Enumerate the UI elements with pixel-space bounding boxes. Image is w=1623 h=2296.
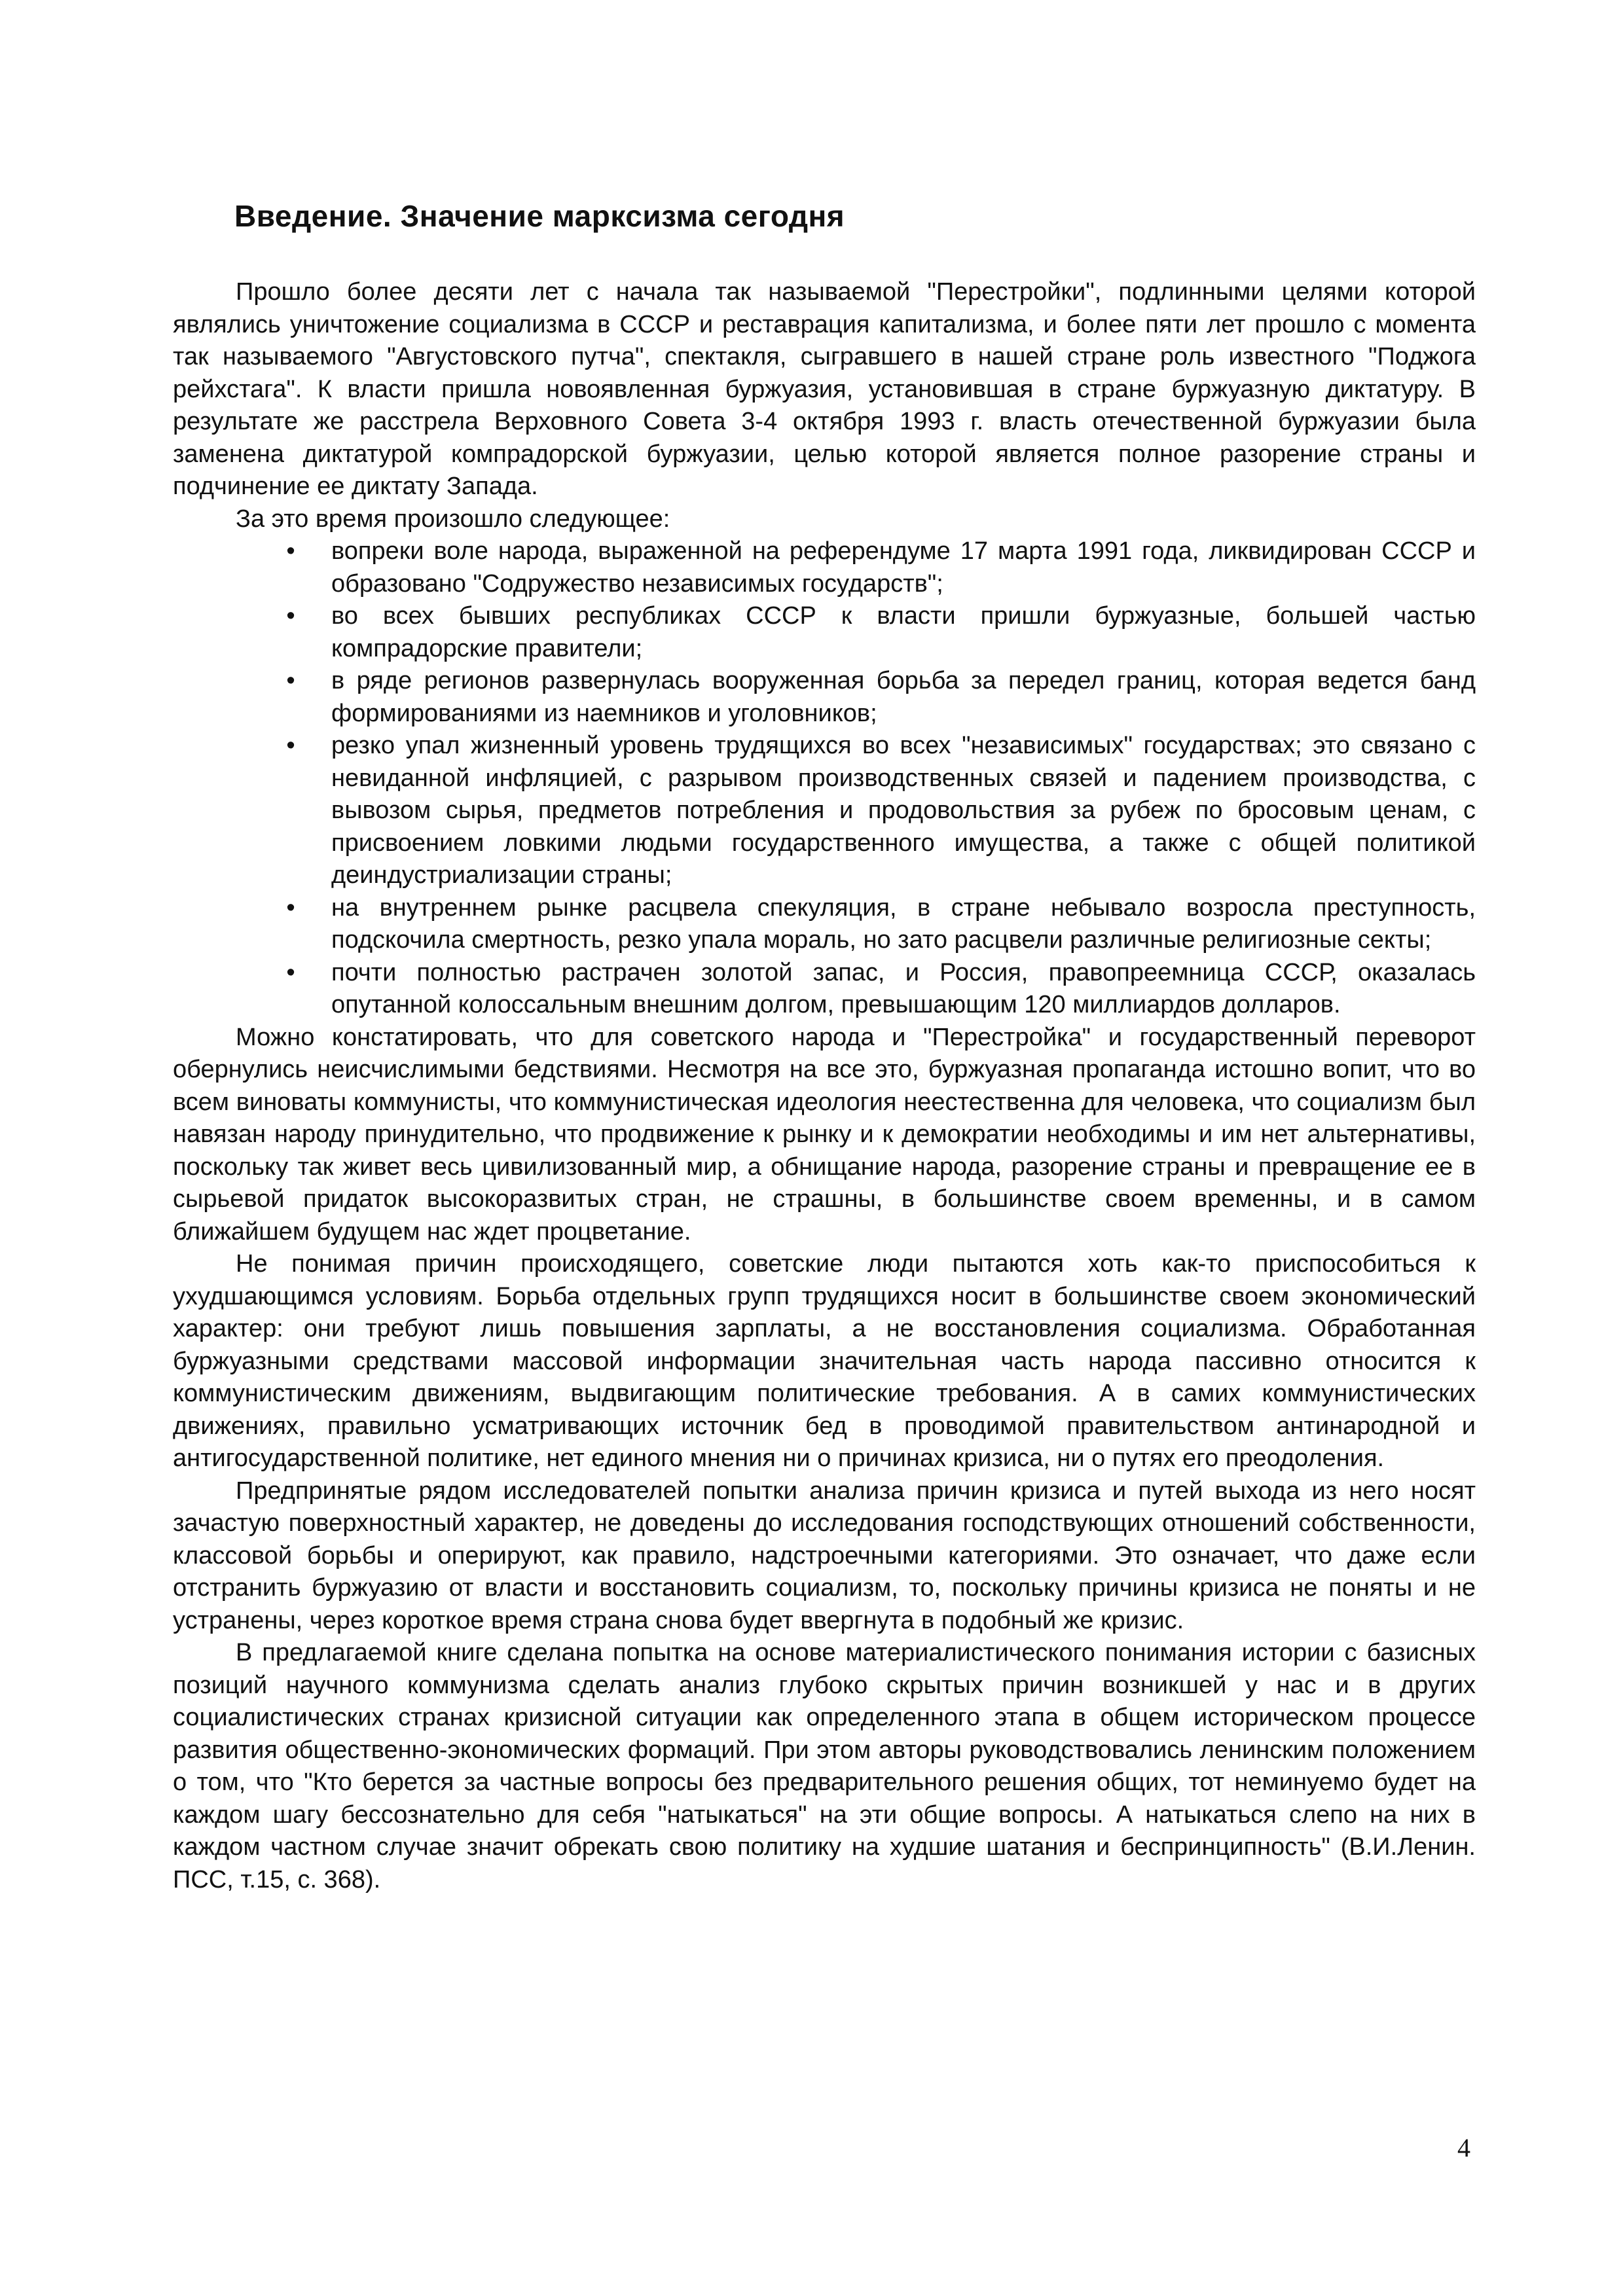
bullet-icon: •	[286, 537, 295, 565]
list-item-text: резко упал жизненный уровень трудящихся во всех "независимых" государствах; это связано с невиданной инфляцией, с разрывом производственных связей и падением производства, с вывозом сырья, предметов потребления и продовольствия за рубеж по бросовым ценам, с присвоением ловкими людьми государственного имущества, а также с общей политикой деиндустриализации страны;	[331, 732, 1476, 889]
list-item	[173, 892, 1476, 957]
bullet-icon: •	[286, 958, 295, 986]
body-paragraph: В предлагаемой книге сделана попытка на основе материалистического понимания истории с базисных позиций научного коммунизма сделать анализ глубоко скрытых причин возникшей у нас и в других социалистических странах кризисной ситуации как определенного этапа в общем историческом процессе развития общественно-экономических формаций. При этом авторы руководствовались ленинским положением о том, что "Кто берется за частные вопросы без предварительного решения общих, тот неминуемо будет на каждом шагу бессознательно для себя "натыкаться" на эти общие вопросы. А натыкаться слепо на них в каждом частном случае значит обрекать свою политику на худшие шатания и беспринципность" (В.И.Ленин. ПСС, т.15, с. 368).	[173, 1639, 1476, 1893]
bullet-icon: •	[286, 732, 295, 759]
list-item	[173, 730, 1476, 892]
list-item	[173, 535, 1476, 600]
list-item-text: вопреки воле народа, выраженной на референдуме 17 марта 1991 года, ликвидирован СССР и образовано "Содружество независимых государств";	[331, 537, 1476, 598]
page-number: 4	[1457, 2133, 1470, 2162]
chapter-heading: Введение. Значение марксизма сегодня	[234, 199, 845, 233]
bullet-icon: •	[286, 893, 295, 922]
list-item-text: в ряде регионов развернулась вооруженная борьба за передел границ, которая ведется банд формированиями из наемников и уголовников;	[331, 667, 1476, 727]
body-paragraph: Можно констатировать, что для советского народа и "Перестройка" и государственный переворот обернулись неисчислимыми бедствиями. Несмотря на все это, буржуазная пропаганда истошно вопит, что во всем виноваты коммунисты, что коммунистическая идеология неестественна для человека, что социализм был навязан народу принудительно, что продвижение к рынку и к демократии необходимы и им нет альтернативы, поскольку так живет весь цивилизованный мир, а обнищание народа, разорение страны и превращение ее в сырьевой придаток высокоразвитых стран, не страшны, в большинстве своем временны, и в самом ближайшем будущем нас ждет процветание.	[173, 1023, 1476, 1246]
list-item	[173, 957, 1476, 1022]
opening-paragraph: Прошло более десяти лет с начала так называемой "Перестройки", подлинными целями которой являлись уничтожение социализма в СССР и реставрация капитализма, и более пяти лет прошло с момента так называемого "Августовского путча", спектакля, сыгравшего в нашей стране роль известного "Поджога рейхстага". К власти пришла новоявленная буржуазия, установившая в стране буржуазную диктатуру. В результате же расстрела Верховного Совета 3-4 октября 1993 г. власть отечественной буржуазии была заменена диктатурой компрадорской буржуазии, целью которой является полное разорение страны и подчинение ее диктату Запада.	[173, 278, 1476, 500]
consequences-list	[173, 535, 1476, 1022]
list-intro: За это время произошло следующее:	[236, 505, 670, 533]
body-paragraph: Не понимая причин происходящего, советские люди пытаются хоть как-то приспособиться к ухудшающимся условиям. Борьба отдельных групп трудящихся носит в большинстве своем экономический характер: они требуют лишь повышения зарплаты, а не восстановления социализма. Обработанная буржуазными средствами массовой информации значительная часть народа пассивно относится к коммунистическим движениям, выдвигающим политические требования. А в самих коммунистических движениях, правильно усматривающих источник бед в проводимой правительством антинародной и антигосударственной политике, нет единого мнения ни о причинах кризиса, ни о путях его преодоления.	[173, 1250, 1476, 1472]
list-item-text: почти полностью растрачен золотой запас, и Россия, правопреемница СССР, оказалась опутанной колоссальным внешним долгом, превышающим 120 миллиардов долларов.	[331, 958, 1476, 1018]
bullet-icon: •	[286, 602, 295, 630]
list-item	[173, 665, 1476, 730]
list-item-text: на внутреннем рынке расцвела спекуляция, в стране небывало возросла преступность, подскочила смертность, резко упала мораль, но зато расцвели различные религиозные секты;	[331, 893, 1476, 954]
list-item-text: во всех бывших республиках СССР к власти пришли буржуазные, большей частью компрадорские правители;	[331, 602, 1476, 662]
page-content	[173, 198, 1476, 1896]
bullet-icon: •	[286, 667, 295, 694]
list-item	[173, 600, 1476, 665]
body-paragraph: Предпринятые рядом исследователей попытки анализа причин кризиса и путей выхода из него носят зачастую поверхностный характер, не доведены до исследования господствующих отношений собственности, классовой борьбы и оперируют, как правило, надстроечными категориями. Это означает, что даже если отстранить буржуазию от власти и восстановить социализм, то, поскольку причины кризиса не поняты и не устранены, через короткое время страна снова будет ввергнута в подобный же кризис.	[173, 1477, 1476, 1634]
